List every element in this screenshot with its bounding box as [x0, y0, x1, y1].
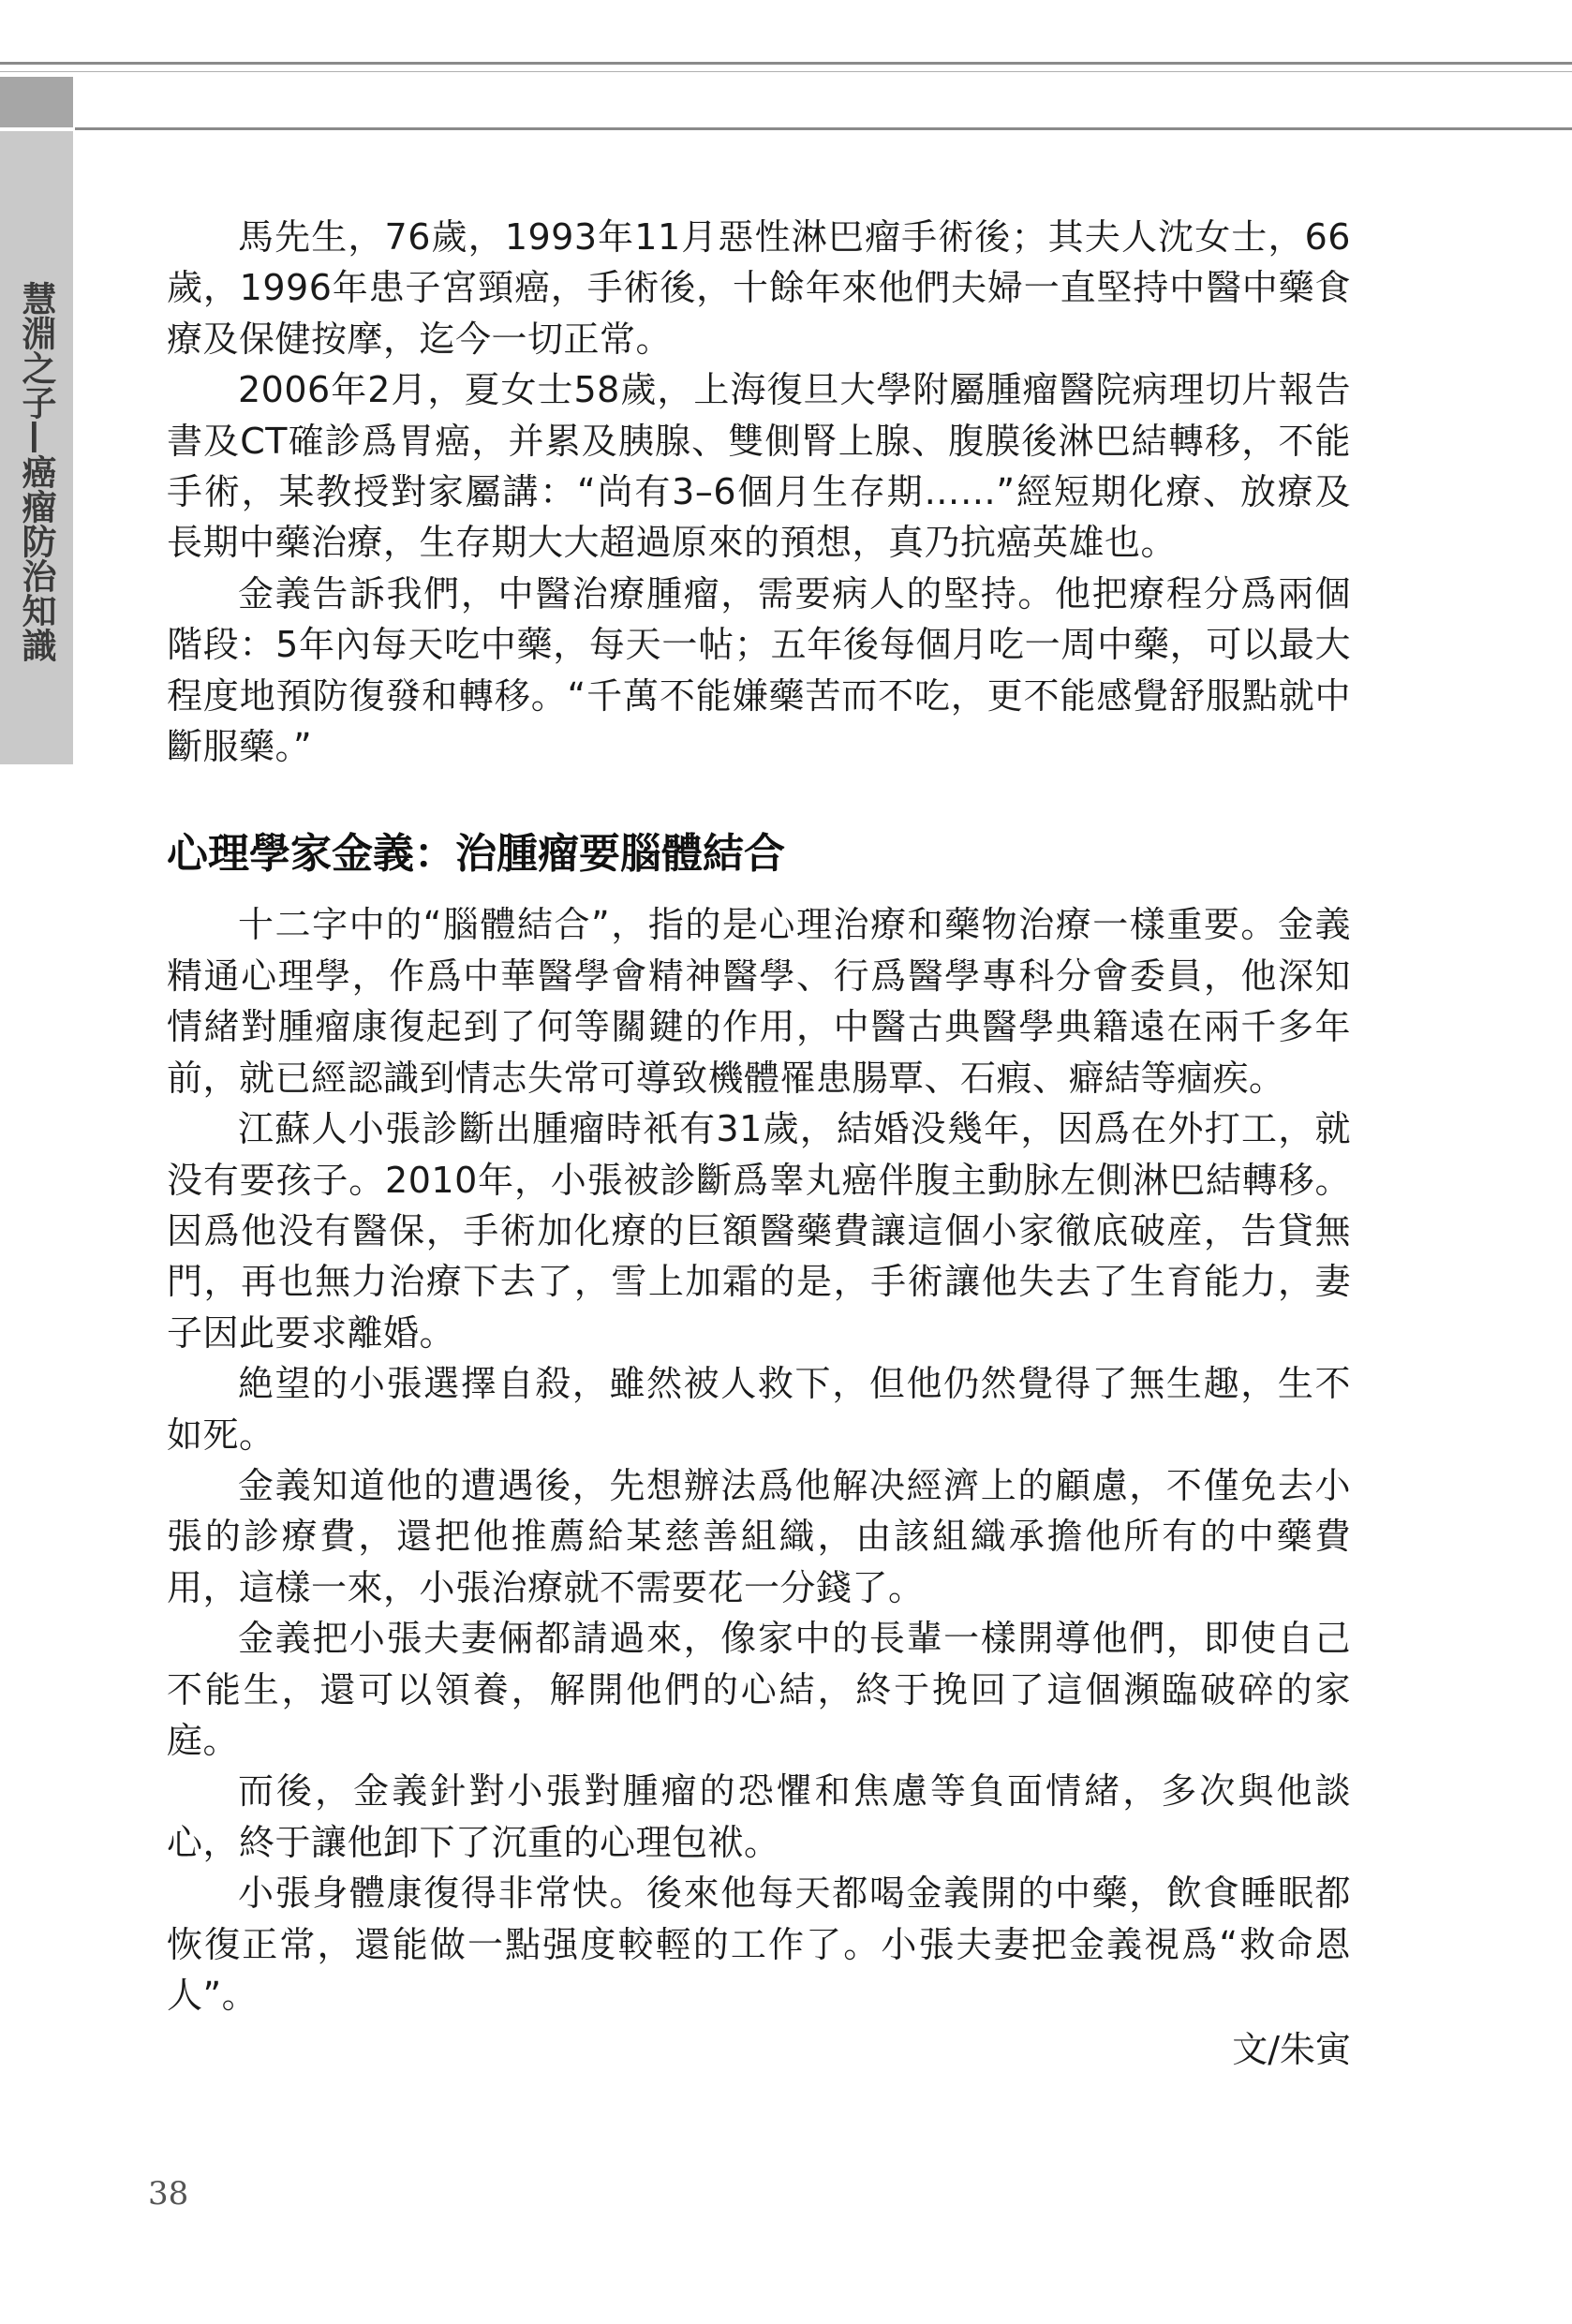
header-rule-top — [0, 62, 1572, 65]
side-tab-cap — [0, 77, 73, 127]
side-tab-label: 慧淵之子—癌瘤防治知識 — [16, 281, 56, 662]
paragraph: 而後，金義針對小張對腫瘤的恐懼和焦慮等負面情緒，多次與他談心，終于讓他卸下了沉重的心理包袱。 — [167, 1770, 1351, 1863]
paragraph: 小張身體康復得非常快。後來他每天都喝金義開的中藥，飲食睡眠都恢復正常，還能做一點强度較輕的工作了。小張夫妻把金義視爲“救命恩人”。 — [167, 1873, 1351, 2016]
author-byline: 文/朱寅 — [1232, 2029, 1351, 2071]
paragraph: 馬先生，76歲，1993年11月惡性淋巴瘤手術後；其夫人沈女士，66歲，1996年患子宮頸癌，手術後，十餘年來他們夫婦一直堅持中醫中藥食療及保健按摩，迄今一切正常。 — [167, 216, 1351, 360]
header-rule — [75, 127, 1572, 130]
paragraph: 金義知道他的遭遇後，先想辦法爲他解决經濟上的顧慮，不僅免去小張的診療費，還把他推薦給某慈善組織，由該組織承擔他所有的中藥費用，這樣一來，小張治療就不需要花一分錢了。 — [167, 1464, 1351, 1608]
paragraph: 絶望的小張選擇自殺，雖然被人救下，但他仍然覺得了無生趣，生不如死。 — [167, 1363, 1351, 1456]
page-number: 38 — [148, 2175, 189, 2213]
section-heading: 心理學家金義：治腫瘤要腦體結合 — [167, 830, 785, 879]
paragraph: 金義告訴我們，中醫治療腫瘤，需要病人的堅持。他把療程分爲兩個階段：5年內每天吃中藥，每天一帖；五年後每個月吃一周中藥，可以最大程度地預防復發和轉移。“千萬不能嫌藥苦而不吃，更不能感覺舒服點就中斷服藥。” — [167, 572, 1351, 768]
paragraph: 江蘇人小張診斷出腫瘤時衹有31歲，結婚没幾年，因爲在外打工，就没有要孩子。2010年，小張被診斷爲睾丸癌伴腹主動脉左側淋巴結轉移。因爲他没有醫保，手術加化療的巨額醫藥費讓這個小家徹底破産，告貸無門，再也無力治療下去了，雪上加霜的是，手術讓他失去了生育能力，妻子因此要求離婚。 — [167, 1108, 1351, 1354]
header-rule-thin — [0, 71, 1572, 72]
paragraph: 十二字中的“腦體結合”，指的是心理治療和藥物治療一樣重要。金義精通心理學，作爲中華醫學會精神醫學、行爲醫學專科分會委員，他深知情緒對腫瘤康復起到了何等關鍵的作用，中醫古典醫學典籍遠在兩千多年前，就已經認識到情志失常可導致機體罹患腸覃、石瘕、癖結等痼疾。 — [167, 904, 1351, 1099]
article-body — [167, 212, 1351, 2075]
paragraph: 金義把小張夫妻倆都請過來，像家中的長輩一樣開導他們，即使自己不能生，還可以領養，解開他們的心結，終于挽回了這個瀕臨破碎的家庭。 — [167, 1618, 1351, 1761]
paragraph: 2006年2月，夏女士58歲，上海復旦大學附屬腫瘤醫院病理切片報告書及CT確診爲胃癌，并累及胰腺、雙側腎上腺、腹膜後淋巴結轉移，不能手術，某教授對家屬講：“尚有3–6個月生存期……”經短期化療、放療及長期中藥治療，生存期大大超過原來的預想，真乃抗癌英雄也。 — [167, 369, 1351, 564]
